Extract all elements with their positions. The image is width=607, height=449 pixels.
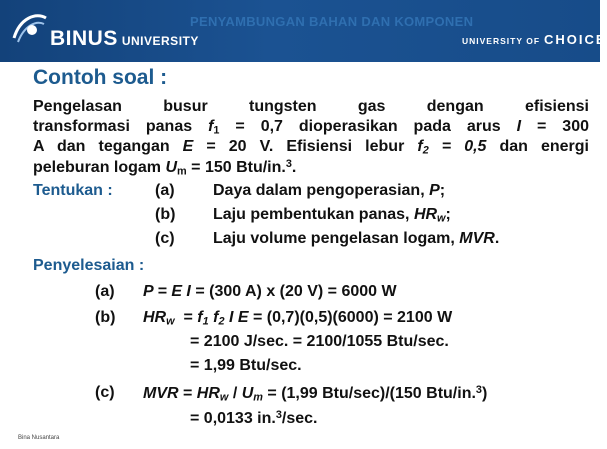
solution-b: $HR_w = f_1$ $f_2$ I E = (0,7)(0,5)(6000) = 2100 W — [143, 309, 453, 328]
tentukan-item-a: Daya dalam pengoperasian, P; — [213, 182, 446, 199]
solution-c: MVR = $HR_w / U_m = (1,99$ Btu/sec)/(150 Btu/in.$^3$) — [143, 384, 488, 404]
solution-c-line-2: = 0,0133 in.$^3$/sec. — [190, 409, 318, 427]
section-heading: Contoh soal : — [33, 66, 168, 89]
solution-b-line-2: = 2100 J/sec. = 2100/1055 Btu/sec. — [190, 333, 449, 350]
tentukan-marker-a: (a) — [155, 182, 175, 199]
tagline-big: CHOICE — [544, 32, 607, 47]
tentukan-item-b: Laju pembentukan panas, $HR_w$; — [213, 206, 451, 225]
solution-a-marker: (a) — [95, 283, 115, 300]
solution-c-marker: (c) — [95, 384, 115, 401]
tentukan-marker-c: (c) — [155, 230, 175, 247]
problem-line-1: Pengelasan busur tungsten gas dengan efisiensi — [33, 98, 589, 115]
tagline-small: UNIVERSITY OF — [462, 36, 541, 46]
problem-line-2: transformasi panas $f_1 = 0,7$ dioperasikan pada arus I = 300 — [33, 118, 590, 137]
footer-note: Bina Nusantara — [18, 435, 60, 441]
solution-a: P = E I = (300 A) x (20 V) = 6000 W — [143, 283, 397, 300]
problem-line-4: peleburan logam $U_m = 150$ Btu/in.$^3$. — [33, 158, 297, 178]
tentukan-marker-b: (b) — [155, 206, 176, 223]
penyelesaian-label: Penyelesaian : — [33, 257, 145, 274]
logo-university: UNIVERSITY — [121, 34, 199, 48]
tentukan-label: Tentukan : — [33, 182, 113, 199]
solution-b-marker: (b) — [95, 309, 116, 326]
solution-b-line-3: = 1,99 Btu/sec. — [190, 357, 302, 374]
tentukan-item-c: Laju volume pengelasan logam, MVR. — [213, 230, 500, 247]
problem-line-3: A dan tegangan E = 20 V. Efisiensi lebur $f_2 = 0,5$ dan energi — [33, 138, 589, 157]
course-title: PENYAMBUNGAN BAHAN DAN KOMPONEN — [190, 14, 474, 29]
logo-binus: BINUS — [50, 27, 118, 50]
